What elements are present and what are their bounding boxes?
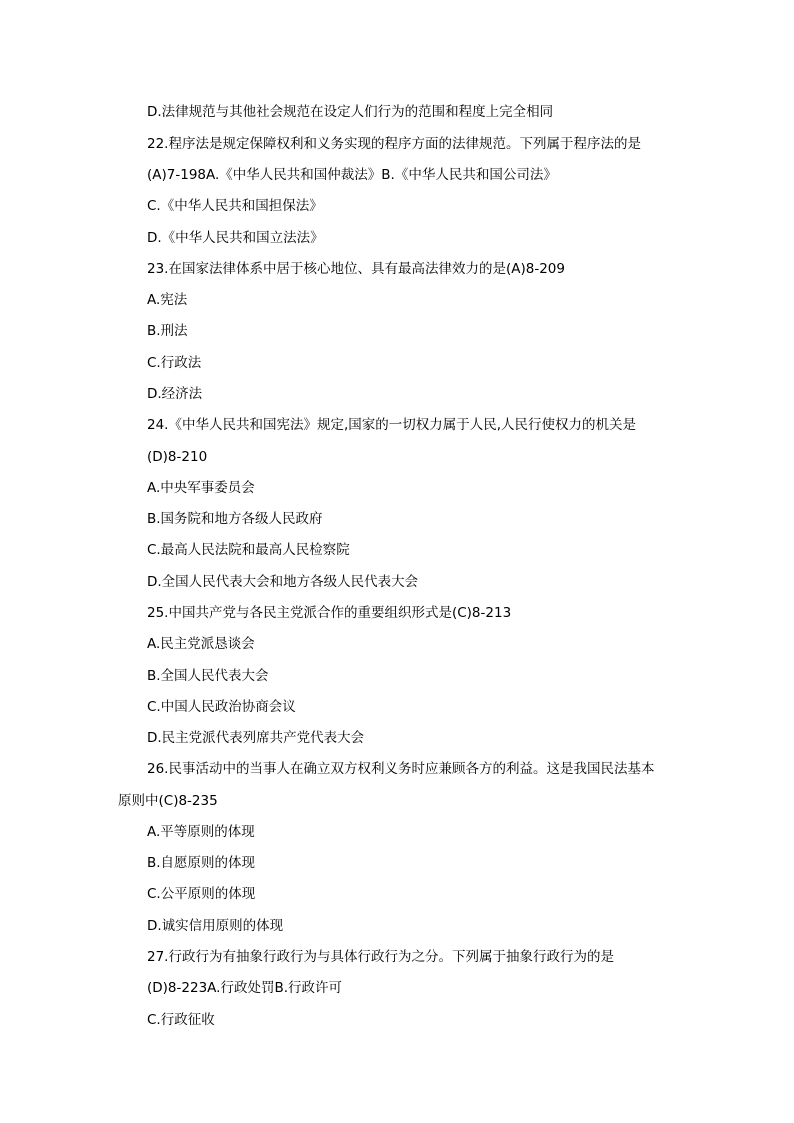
answer-option-25a: A.民主党派恳谈会 xyxy=(147,636,255,652)
question-26-continuation: 原则中(C)8-235 xyxy=(118,793,218,809)
answer-option-26c: C.公平原则的体现 xyxy=(147,886,256,902)
answer-option-23b: B.刑法 xyxy=(147,323,188,339)
answer-option-24c: C.最高人民法院和最高人民检察院 xyxy=(147,542,350,558)
answer-option-25c: C.中国人民政治协商会议 xyxy=(147,699,296,715)
answer-option-22d: D.《中华人民共和国立法法》 xyxy=(147,230,324,246)
question-22: 22.程序法是规定保障权利和义务实现的程序方面的法律规范。下列属于程序法的是 xyxy=(147,136,641,152)
question-26: 26.民事活动中的当事人在确立双方权利义务时应兼顾各方的利益。这是我国民法基本 xyxy=(147,761,655,777)
answer-option-26b: B.自愿原则的体现 xyxy=(147,855,256,871)
answer-option-24b: B.国务院和地方各级人民政府 xyxy=(147,511,323,527)
question-24: 24.《中华人民共和国宪法》规定,国家的一切权力属于人民,人民行使权力的机关是 xyxy=(147,417,637,433)
answer-option-22c: C.《中华人民共和国担保法》 xyxy=(147,198,323,214)
answer-option-24a: A.中央军事委员会 xyxy=(147,480,255,496)
answer-option-26d: D.诚实信用原则的体现 xyxy=(147,918,284,934)
question-22-answer-options: (A)7-198A.《中华人民共和国仲裁法》B.《中华人民共和国公司法》 xyxy=(147,167,557,183)
answer-option-23c: C.行政法 xyxy=(147,355,202,371)
question-27: 27.行政行为有抽象行政行为与具体行政行为之分。下列属于抽象行政行为的是 xyxy=(147,949,614,965)
answer-option-27c: C.行政征收 xyxy=(147,1012,215,1028)
answer-option-23d: D.经济法 xyxy=(147,386,203,402)
answer-option-23a: A.宪法 xyxy=(147,292,188,308)
answer-option-26a: A.平等原则的体现 xyxy=(147,824,255,840)
question-24-answer: (D)8-210 xyxy=(147,449,208,465)
answer-option-25b: B.全国人民代表大会 xyxy=(147,668,269,684)
answer-option-25d: D.民主党派代表列席共产党代表大会 xyxy=(147,730,365,746)
question-27-answer-options: (D)8-223A.行政处罚B.行政许可 xyxy=(147,980,342,996)
answer-option-21d: D.法律规范与其他社会规范在设定人们行为的范围和程度上完全相同 xyxy=(147,104,554,120)
question-23: 23.在国家法律体系中居于核心地位、具有最高法律效力的是(A)8-209 xyxy=(147,261,565,277)
question-25: 25.中国共产党与各民主党派合作的重要组织形式是(C)8-213 xyxy=(147,605,512,621)
answer-option-24d: D.全国人民代表大会和地方各级人民代表大会 xyxy=(147,574,419,590)
